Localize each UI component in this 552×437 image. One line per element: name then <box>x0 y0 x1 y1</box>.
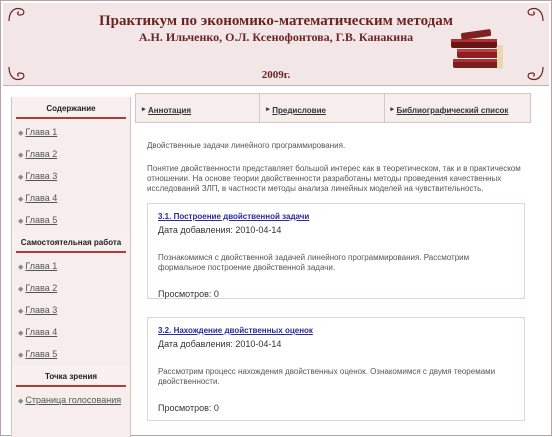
tab-bibliography[interactable]: ▸ Библиографический список <box>390 106 509 115</box>
article-views: Просмотров: 0 <box>158 403 219 413</box>
bullet-icon: ◆ <box>18 286 24 293</box>
bullet-icon: ◆ <box>18 330 24 337</box>
sidebar-item-chapter-1[interactable]: ◆ Глава 1 <box>12 121 130 143</box>
sidebar-item-selfwork-3[interactable]: ◆ Глава 3 <box>12 299 130 321</box>
sidebar-heading-selfwork: Самостоятельная работа <box>12 231 130 255</box>
sidebar-heading-contents: Содержание <box>12 97 130 121</box>
article-title-link[interactable]: 3.1. Построение двойственной задачи <box>158 212 310 221</box>
bullet-icon: ◆ <box>18 130 24 137</box>
sidebar <box>11 97 131 437</box>
arrow-right-icon: ▸ <box>142 106 146 113</box>
bullet-icon: ◆ <box>18 308 24 315</box>
article-card <box>147 317 525 421</box>
books-icon <box>447 25 513 75</box>
sidebar-item-selfwork-4[interactable]: ◆ Глава 4 <box>12 321 130 343</box>
bullet-icon: ◆ <box>18 174 24 181</box>
tab-preface[interactable]: ▸ Предисловие <box>260 94 384 122</box>
site-title: Практикум по экономико-математическим методам <box>99 13 453 29</box>
sidebar-item-selfwork-1[interactable]: ◆ Глава 1 <box>12 255 130 277</box>
article-date: Дата добавления: 2010-04-14 <box>158 339 282 349</box>
section-title: Двойственные задачи линейного программирования. <box>147 141 346 150</box>
article-description: Познакомимся с двойственной задачей линейного программирования. Рассмотрим формальное построение двойственной задачи. <box>158 253 470 272</box>
sidebar-heading-viewpoint: Точка зрения <box>12 365 130 389</box>
arrow-right-icon: ▸ <box>266 106 270 113</box>
main-content <box>147 141 527 194</box>
sidebar-item-voting-page[interactable]: ◆ Страница голосования <box>12 389 130 411</box>
sidebar-item-chapter-3[interactable]: ◆ Глава 3 <box>12 165 130 187</box>
site-authors: А.Н. Ильченко, О.Л. Ксенофонтова, Г.В. Канакина <box>138 30 414 44</box>
article-date: Дата добавления: 2010-04-14 <box>158 225 282 235</box>
tab-annotation[interactable]: ▸ Аннотация <box>136 94 260 122</box>
site-year: 2009г. <box>261 69 291 81</box>
arrow-right-icon: ▸ <box>390 106 395 113</box>
bullet-icon: ◆ <box>18 196 24 203</box>
article-views: Просмотров: 0 <box>158 289 219 299</box>
section-intro: Понятие двойственности представляет большой интерес как в теоретическом, так и в практическом отношении. На основе теории двойственности разработаны методы проведения качественных исследований ЗЛП, в частности методы анализа линейных моделей на чувствительность. <box>147 164 521 193</box>
article-card <box>147 203 525 299</box>
sidebar-item-selfwork-5[interactable]: ◆ Глава 5 <box>12 343 130 365</box>
sidebar-item-selfwork-2[interactable]: ◆ Глава 2 <box>12 277 130 299</box>
bullet-icon: ◆ <box>18 152 24 159</box>
bullet-icon: ◆ <box>18 264 24 271</box>
bullet-icon: ◆ <box>18 398 24 405</box>
article-title-link[interactable]: 3.2. Нахождение двойственных оценок <box>158 326 313 335</box>
header-banner <box>3 3 549 86</box>
bullet-icon: ◆ <box>18 352 24 359</box>
sidebar-item-chapter-2[interactable]: ◆ Глава 2 <box>12 143 130 165</box>
sidebar-item-chapter-5[interactable]: ◆ Глава 5 <box>12 209 130 231</box>
article-description: Рассмотрим процесс нахождения двойственных оценок. Ознакомимся с двумя теоремами двойственности. <box>158 367 496 386</box>
sidebar-item-chapter-4[interactable]: ◆ Глава 4 <box>12 187 130 209</box>
bullet-icon: ◆ <box>18 218 24 225</box>
top-tabs <box>135 93 531 123</box>
